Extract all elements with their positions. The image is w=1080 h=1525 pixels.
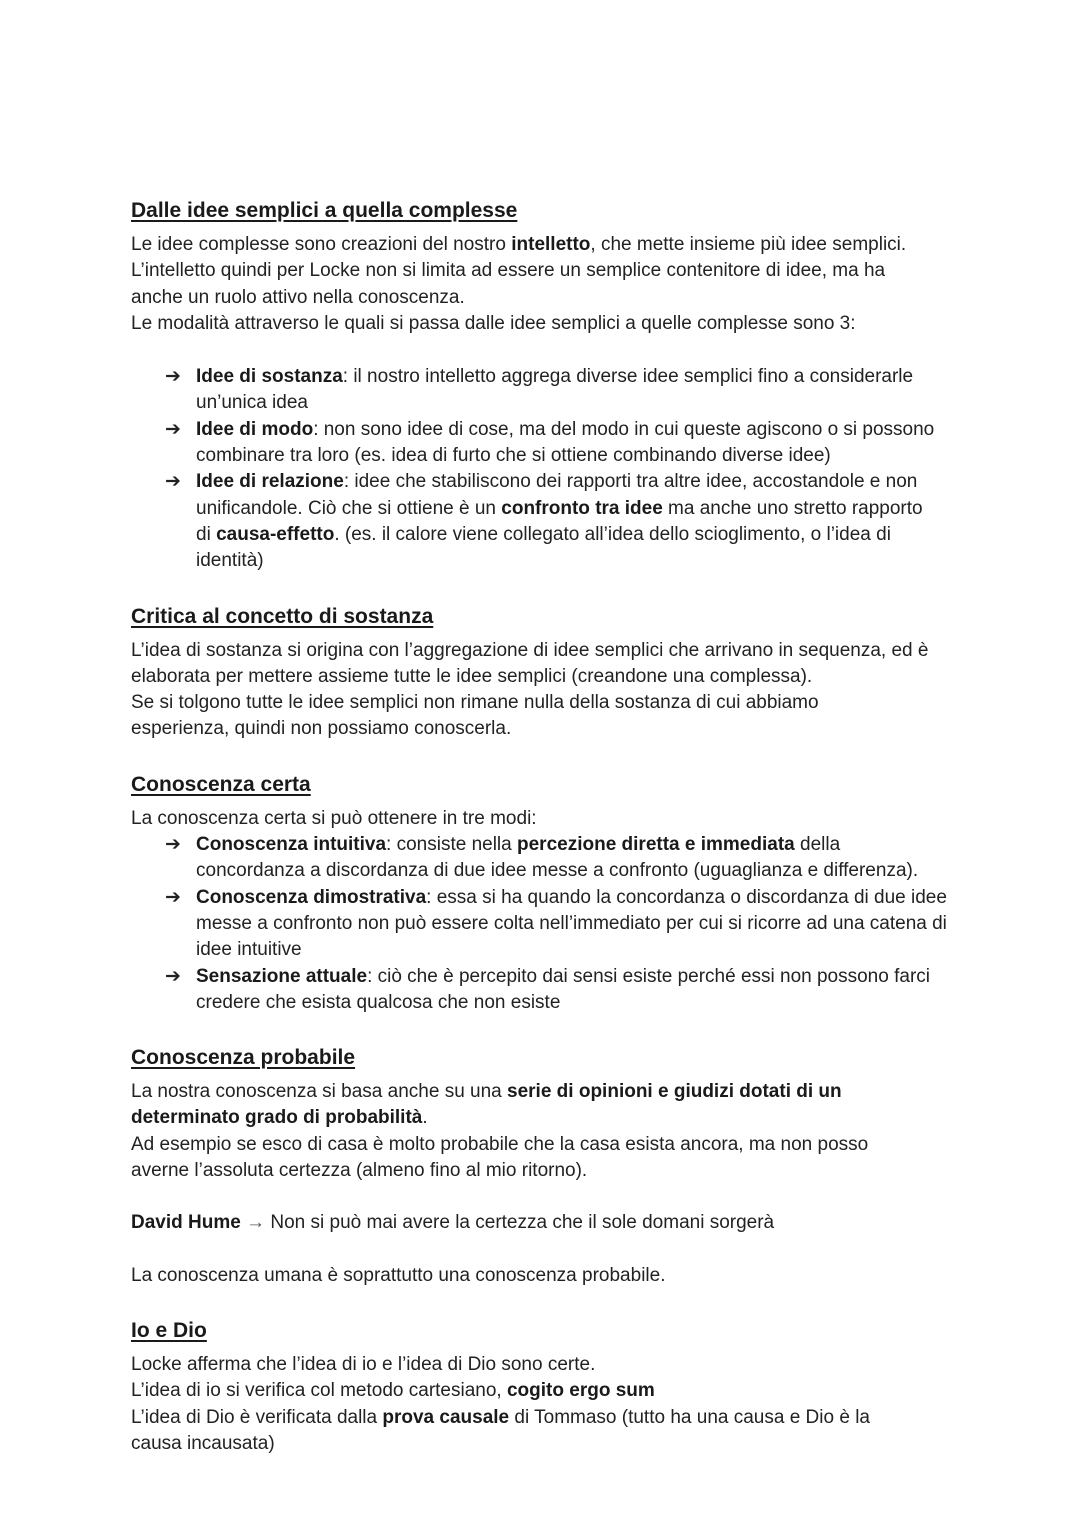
- section-title: Critica al concetto di sostanza: [131, 604, 434, 628]
- paragraph: La conoscenza umana è soprattutto una conoscenza probabile.: [131, 1264, 666, 1286]
- paragraph: Le modalità attraverso le quali si passa dalle idee semplici a quelle complesse sono 3:: [131, 312, 856, 334]
- text: : consiste nella: [386, 834, 517, 856]
- arrow-bullet-icon: ➔: [165, 834, 181, 856]
- paragraph: Ad esempio se esco di casa è molto probabile che la casa esista ancora, ma non posso averne l’assoluta certezza (almeno fino al mio ritorno).: [131, 1133, 869, 1182]
- paragraph: [131, 1210, 961, 1236]
- section-critica-sostanza: [131, 603, 961, 743]
- bold-text: Idee di modo: [196, 418, 314, 440]
- text: La nostra conoscenza si basa anche su una: [131, 1081, 508, 1103]
- paragraph: [131, 232, 951, 258]
- paragraph: L’idea di sostanza si origina con l’aggregazione di idee semplici che arrivano in sequenza, ed è elaborata per mettere assieme tutte le idee semplici (creandone una complessa).: [131, 639, 929, 687]
- bold-text: causa-effetto: [216, 523, 335, 545]
- section-title: Conoscenza probabile: [131, 1046, 356, 1070]
- bold-text: intelletto: [511, 234, 591, 255]
- arrow-bullet-icon: ➔: [165, 418, 181, 440]
- list-item: [131, 964, 956, 1017]
- paragraph: La conoscenza certa si può ottenere in tre modi:: [131, 807, 537, 829]
- arrow-bullet-icon: ➔: [165, 965, 181, 987]
- paragraph: [131, 1378, 961, 1404]
- section-conoscenza-certa: [131, 771, 961, 1016]
- bold-text: Conoscenza intuitiva: [196, 834, 387, 856]
- text: : essa si ha quando la concordanza o discordanza di due idee messe a confronto non può essere colta nell’immediato per cui si ricorre ad una catena di idee intuitive: [196, 886, 947, 961]
- paragraph: Locke afferma che l’idea di io e l’idea di Dio sono certe.: [131, 1353, 596, 1375]
- bullet-list: [131, 832, 961, 1016]
- text: L’idea di Dio è verificata dalla: [131, 1406, 383, 1428]
- arrow-bullet-icon: ➔: [165, 886, 181, 908]
- bold-text: serie di opinioni e giudizi dotati di un determinato grado di probabilità: [131, 1081, 842, 1129]
- list-item: [131, 364, 961, 417]
- bold-text: Sensazione attuale: [196, 965, 368, 987]
- paragraph: Se si tolgono tutte le idee semplici non rimane nulla della sostanza di cui abbiamo esperienza, quindi non possiamo conoscerla.: [131, 692, 819, 740]
- text: : idee che stabiliscono dei rapporti tra altre idee, accostandole e non unificandole. Ciò che si ottiene è un: [196, 471, 918, 519]
- text: : ciò che è percepito dai sensi esiste perché essi non possono farci credere che esista qualcosa che non esiste: [196, 965, 930, 1013]
- section-io-e-dio: [131, 1317, 961, 1457]
- text: , che mette insieme più idee semplici.: [590, 234, 907, 255]
- text: Non si può mai avere la certezza che il sole domani sorgerà: [270, 1212, 775, 1234]
- bold-text: David Hume: [131, 1212, 241, 1234]
- text: ma anche uno stretto rapporto di: [196, 497, 923, 545]
- bold-text: prova causale: [382, 1406, 510, 1428]
- section-title: Dalle idee semplici a quella complesse: [131, 199, 518, 222]
- bullet-list: [131, 364, 961, 574]
- bold-text: percezione diretta e immediata: [517, 834, 795, 856]
- text: .: [422, 1107, 428, 1129]
- paragraph: [131, 1079, 901, 1132]
- text: : il nostro intelletto aggrega diverse idee semplici fino a considerarle un’unica idea: [196, 366, 914, 414]
- text: . (es. il calore viene collegato all’idea dello scioglimento, o l’idea di identità): [196, 523, 891, 572]
- section-conoscenza-probabile: [131, 1044, 961, 1289]
- list-item: [131, 832, 941, 885]
- section-title: Io e Dio: [131, 1318, 207, 1342]
- section-idee-complesse: [131, 197, 961, 575]
- arrow-bullet-icon: ➔: [165, 471, 181, 493]
- text: della concordanza a discordanza di due idee messe a confronto (uguaglianza e differenza).: [196, 834, 919, 882]
- bold-text: Conoscenza dimostrativa: [196, 886, 427, 908]
- arrow-bullet-icon: ➔: [165, 366, 181, 388]
- arrow-icon: →: [240, 1212, 271, 1234]
- text: Le idee complesse sono creazioni del nostro: [131, 234, 512, 255]
- text: L’idea di io si verifica col metodo cartesiano,: [131, 1380, 507, 1402]
- list-item: [131, 469, 936, 574]
- list-item: [131, 417, 961, 470]
- paragraph: L’intelletto quindi per Locke non si limita ad essere un semplice contenitore di idee, ma ha anche un ruolo attivo nella conoscenza.: [131, 260, 886, 308]
- bold-text: cogito ergo sum: [506, 1380, 655, 1402]
- section-title: Conoscenza certa: [131, 772, 311, 796]
- bold-text: Idee di relazione: [196, 471, 344, 493]
- bold-text: Idee di sostanza: [196, 366, 343, 388]
- list-item: [131, 885, 956, 964]
- bold-text: confronto tra idee: [501, 497, 663, 519]
- text: di Tommaso (tutto ha una causa e Dio è la causa incausata): [131, 1406, 870, 1454]
- paragraph: [131, 1405, 921, 1458]
- document-content: [131, 197, 961, 1477]
- text: : non sono idee di cose, ma del modo in cui queste agiscono o si possono combinare tra loro (es. idea di furto che si ottiene combinando diverse idee): [196, 418, 935, 467]
